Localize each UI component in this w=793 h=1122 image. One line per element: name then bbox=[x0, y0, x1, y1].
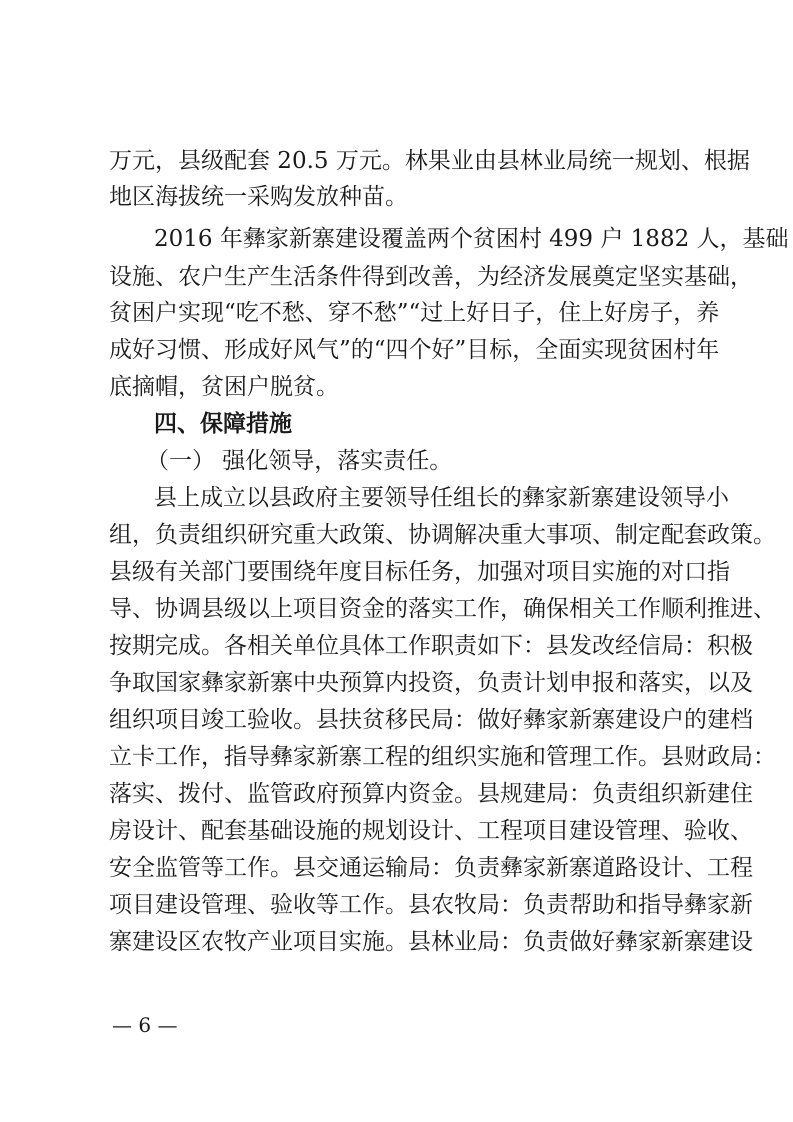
body-line-4: 导、协调县级以上项目资金的落实工作，确保相关工作顺利推进、 bbox=[109, 596, 776, 622]
subsection-heading: （一） 强化领导，落实责任。 bbox=[146, 448, 453, 474]
paragraph-2-line-4: 成好习惯、形成好风气”的“四个好”目标，全面实现贫困村年 bbox=[109, 337, 720, 363]
paragraph-1-line-1: 万元，县级配套 20.5 万元。林果业由县林业局统一规划、根据 bbox=[109, 148, 750, 174]
paragraph-2-line-3: 贫困户实现“吃不愁、穿不愁”“过上好日子，住上好房子，养 bbox=[109, 300, 720, 326]
body-line-5: 按期完成。各相关单位具体工作职责如下：县发改经信局：积极 bbox=[109, 633, 753, 659]
body-line-8: 立卡工作，指导彝家新寨工程的组织实施和管理工作。县财政局： bbox=[109, 744, 776, 770]
page-number: — 6 — bbox=[112, 1013, 178, 1037]
paragraph-2-line-1: 2016 年彝家新寨建设覆盖两个贫困村 499 户 1882 人，基础 bbox=[154, 226, 789, 252]
paragraph-1-line-2: 地区海拔统一采购发放种苗。 bbox=[109, 184, 408, 210]
paragraph-2-line-5: 底摘帽，贫困户脱贫。 bbox=[109, 374, 339, 400]
body-line-3: 县级有关部门要围绕年度目标任务，加强对项目实施的对口指 bbox=[109, 559, 730, 585]
body-line-6: 争取国家彝家新寨中央预算内投资，负责计划申报和落实，以及 bbox=[109, 670, 753, 696]
section-heading: 四、保障措施 bbox=[154, 411, 292, 437]
body-line-9: 落实、拨付、监管政府预算内资金。县规建局：负责组织新建住 bbox=[109, 781, 753, 807]
paragraph-2-line-2: 设施、农户生产生活条件得到改善，为经济发展奠定坚实基础， bbox=[109, 264, 753, 290]
body-line-2: 组，负责组织研究重大政策、协调解决重大事项、制定配套政策。 bbox=[109, 522, 776, 548]
body-line-12: 项目建设管理、验收等工作。县农牧局：负责帮助和指导彝家新 bbox=[109, 892, 753, 918]
body-line-11: 安全监管等工作。县交通运输局：负责彝家新寨道路设计、工程 bbox=[109, 855, 753, 881]
body-line-10: 房设计、配套基础设施的规划设计、工程项目建设管理、验收、 bbox=[109, 818, 753, 844]
body-line-7: 组织项目竣工验收。县扶贫移民局：做好彝家新寨建设户的建档 bbox=[109, 707, 753, 733]
body-line-13: 寨建设区农牧产业项目实施。县林业局：负责做好彝家新寨建设 bbox=[109, 929, 753, 955]
body-line-1: 县上成立以县政府主要领导任组长的彝家新寨建设领导小 bbox=[154, 485, 729, 511]
